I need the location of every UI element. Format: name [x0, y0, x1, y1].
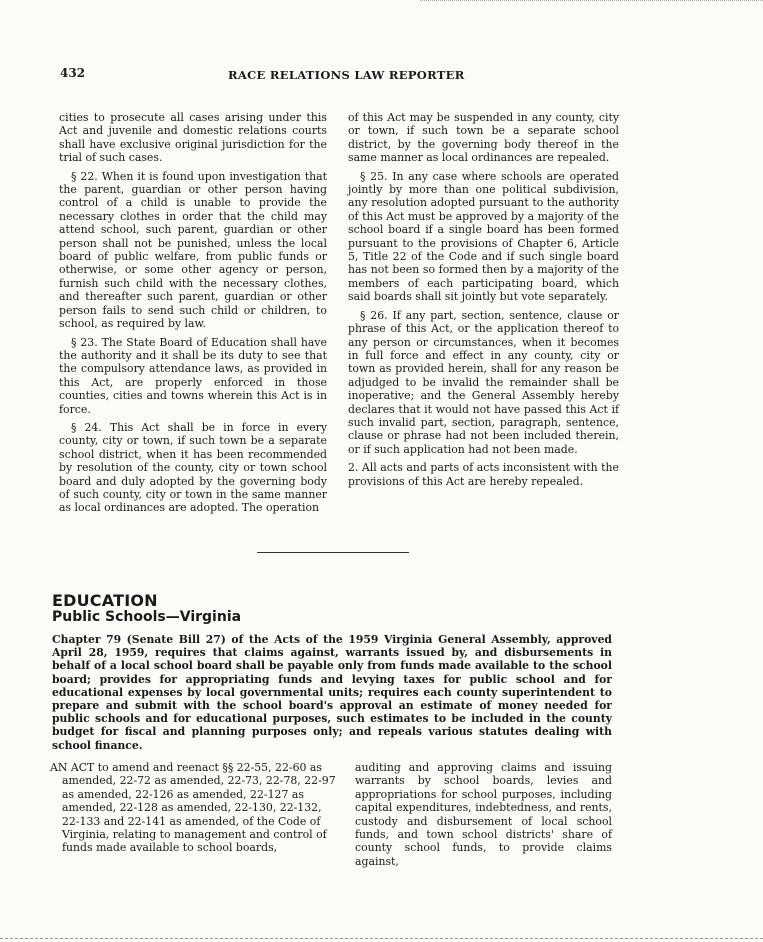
- paragraph: § 26. If any part, section, sentence, clause or phrase of this Act, or the application thereof to any person or circumstances, when it becomes in full force and effect in any county, city or town as provided herein, shall for any reason be adjudged to be invalid the remainder shall be inoperative; and the General Assembly hereby declares that it would not have passed this Act if such invalid part, section, paragraph, sentence, clause or phrase had not been included therein, or if such application had not been made.: [348, 308, 619, 456]
- left-column: [59, 111, 327, 520]
- running-title: RACE RELATIONS LAW REPORTER: [228, 68, 465, 82]
- bottom-edge-rule: [0, 938, 763, 939]
- act-summary: Chapter 79 (Senate Bill 27) of the Acts of the 1959 Virginia General Assembly, approved April 28, 1959, requires that claims against, warrants issued by, and disbursements in behalf of a local school board shall be payable only from funds made available to the school board; provides for appropriating funds and levying taxes for public school and for educational expenses by local governmental units; requires each county superintendent to prepare and submit with the school board's approval an estimate of money needed for public schools and for educational purposes, such estimates to be included in the county budget for fiscal and planning purposes only; and repeals various statutes dealing with school finance.: [52, 633, 612, 752]
- paragraph: cities to prosecute all cases arising under this Act and juvenile and domestic relations courts shall have exclusive original jurisdiction for the trial of such cases.: [59, 111, 327, 165]
- top-edge-rule: [420, 0, 763, 1]
- right-column: [348, 111, 619, 493]
- paragraph: § 25. In any case where schools are operated jointly by more than one political subdivision, any resolution adopted pursuant to the authority of this Act must be approved by a majority of the school board if a single board has been formed pursuant to the provisions of Chapter 6, Article 5, Title 22 of the Code and if such single board has not been so formed then by a majority of the members of each participating board, which said boards shall sit jointly but vote separately.: [348, 169, 619, 304]
- paragraph: of this Act may be suspended in any county, city or town, if such town be a separate school district, by the governing body thereof in the same manner as local ordinances are repealed.: [348, 111, 619, 165]
- act-text-right: auditing and approving claims and issuing warrants by school boards, levies and appropriations for school purposes, including capital expenditures, indebtedness, and rents, custody and disbursement of local school funds, and town school districts' share of county school funds, to provide claims against,: [355, 761, 612, 868]
- paragraph: § 22. When it is found upon investigation that the parent, guardian or other person having control of a child is unable to provide the necessary clothes in order that the child may attend school, such parent, guardian or other person shall not be punished, unless the local board of public welfare, from public funds or otherwise, or some other agency or person, furnish such child with the necessary clothes, and thereafter such parent, guardian or other person fails to send such child or children, to school, as required by law.: [59, 169, 327, 331]
- page-number: 432: [60, 66, 86, 80]
- paragraph: § 24. This Act shall be in force in every county, city or town, if such town be a separate school district, when it has been recommended by resolution of the county, city or town school board and duly adopted by the governing body of such county, city or town in the same manner as local ordinances are adopted. The operation: [59, 420, 327, 515]
- section-subtitle: Public Schools—Virginia: [52, 609, 242, 625]
- act-text-left: AN ACT to amend and reenact §§ 22-55, 22-60 as amended, 22-72 as amended, 22-73, 22-78, 22-97 as amended, 22-126 as amended, 22-127 as amended, 22-128 as amended, 22-130, 22-132, 22-133 and 22-141 as amended, of the Code of Virginia, relating to management and control of funds made available to school boards,: [50, 761, 336, 855]
- section-divider: [257, 552, 409, 553]
- section-title: EDUCATION: [52, 591, 158, 610]
- paragraph: § 23. The State Board of Education shall have the authority and it shall be its duty to see that the compulsory attendance laws, as provided in this Act, are properly enforced in those counties, cities and towns wherein this Act is in force.: [59, 335, 327, 416]
- paragraph: 2. All acts and parts of acts inconsistent with the provisions of this Act are hereby repealed.: [348, 461, 619, 488]
